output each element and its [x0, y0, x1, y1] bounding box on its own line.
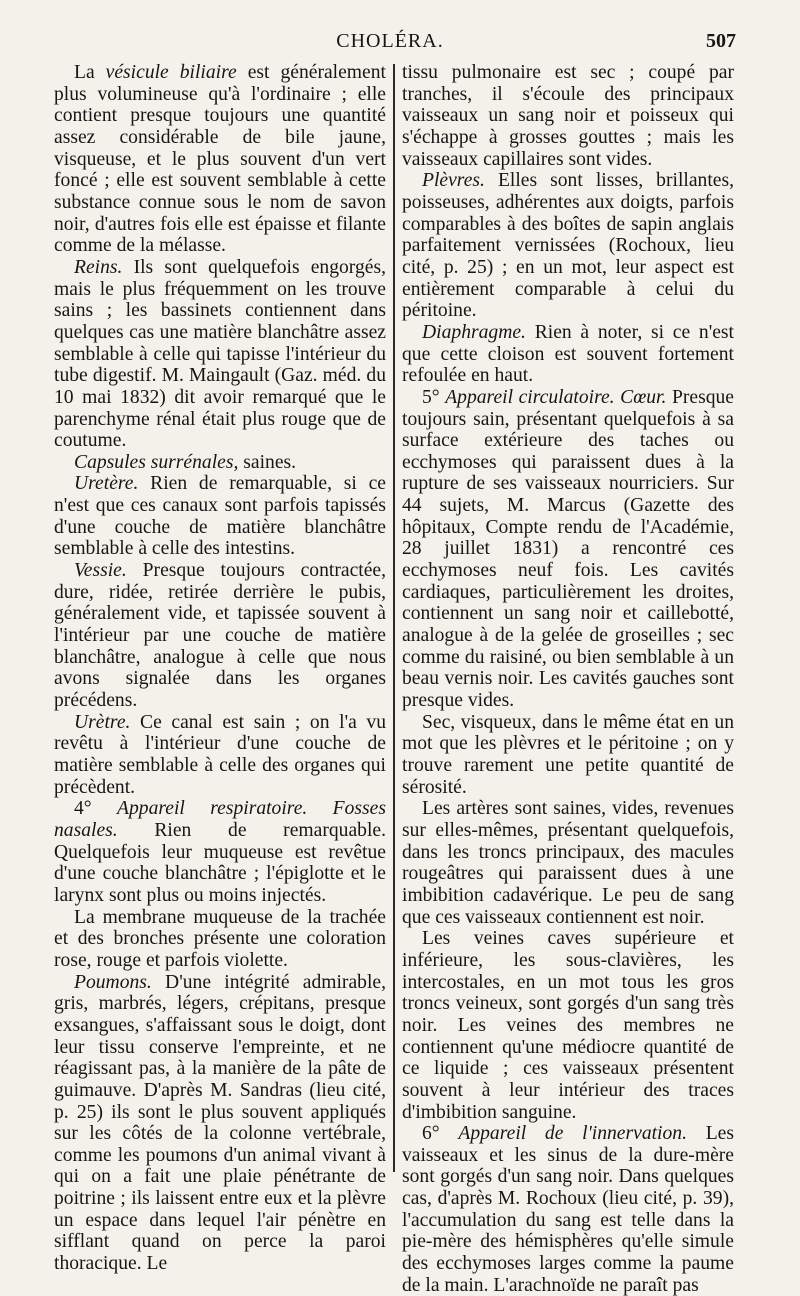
paragraph-arteres: Les artères sont saines, vides, revenues sur elles-mêmes, présentant quelquefois, dans les troncs principaux, des macules rougeâtres qui paraissent dues à une imbibition cadavérique. Le peu de sang que ces vaisseaux contiennent est noir.: [402, 798, 734, 928]
paragraph-uretere: Uretère. Rien de remarquable, si ce n'est que ces canaux sont parfois tapissés d'une couche de matière blanchâtre semblable à celle des intestins.: [54, 473, 386, 560]
right-column: [402, 62, 734, 1296]
left-column: [54, 62, 386, 1275]
paragraph-reins: Reins. Ils sont quelquefois engorgés, mais le plus fréquemment on les trouve sains ; les bassinets contiennent dans quelques cas une matière blanchâtre assez semblable à celle qui tapisse l'intérieur du tube digestif. M. Maingault (Gaz. méd. du 10 mai 1832) dit avoir remarqué que le parenchyme rénal était plus rouge que de coutume.: [54, 256, 386, 452]
term: Plèvres.: [422, 170, 485, 192]
paragraph-appareil-innervation: 6° Appareil de l'innervation. Les vaisseaux et les sinus de la dure-mère sont gorgés d'un sang noir. Dans quelques cas, d'après M. Rochoux (lieu cité, p. 39), l'accumulation du sang est telle dans la pie-mère des hémisphères qu'elle simule des ecchymoses larges comme la paume de la main. L'arachnoïde ne paraît pas: [402, 1123, 735, 1296]
term: Appareil de l'innervation.: [458, 1123, 687, 1145]
paragraph-diaphragme: Diaphragme. Rien à noter, si ce n'est que cette cloison est souvent fortement refoulée en haut.: [402, 321, 734, 387]
term: Uretère.: [74, 473, 139, 495]
term: Appareil circulatoire. Cœur.: [445, 386, 667, 408]
paragraph-veines: Les veines caves supérieure et inférieure, les sous-clavières, les intercostales, en un mot tous les gros troncs veineux, sont gorgés d'un sang très noir. Les veines des membres ne contiennent qu'une médiocre quantité de ce liquide ; ces vaisseaux présentent souvent à leur intérieur des traces d'imbibition sanguine.: [402, 928, 734, 1123]
running-title: CHOLÉRA.: [336, 30, 444, 52]
paragraph-trachee: La membrane muqueuse de la trachée et des bronches présente une coloration rose, rouge et parfois violette.: [54, 906, 386, 971]
term: Reins.: [74, 256, 123, 278]
paragraph-uretre: Urètre. Ce canal est sain ; on l'a vu revêtu à l'intérieur d'une couche de matière semblable à celle des organes qui précèdent.: [54, 711, 386, 798]
paragraph-plevres: Plèvres. Elles sont lisses, brillantes, poisseuses, adhérentes aux doigts, parfois comparables à des boîtes de sapin anglais parfaitement vernissées (Rochoux, lieu cité, p. 25) ; en un mot, leur aspect est entièrement comparable à celui du péritoine.: [402, 170, 734, 322]
paragraph-vessie: Vessie. Presque toujours contractée, dure, ridée, retirée derrière le pubis, généralement vide, et tapissée souvent à l'intérieur par une couche de matière blanchâtre, analogue à celle que nous avons signalée dans les organes précédens.: [54, 560, 386, 712]
paragraph-poumons: Poumons. D'une intégrité admirable, gris, marbrés, légers, crépitans, presque exsangues, s'affaissant sous le doigt, dont leur tissu conserve l'empreinte, et ne réagissant pas, à la manière de la pâte de guimauve. D'après M. Sandras (lieu cité, p. 25) ils sont le plus souvent appliqués sur les côtés de la colonne vertébrale, comme les poumons d'un animal vivant à qui on a fait une plaie pénétrante de poitrine ; ils laissent entre eux et la plèvre un espace dans lequel l'air pénètre en sifflant quand on perce la paroi thoracique. Le: [54, 971, 386, 1275]
term: Vessie.: [74, 560, 127, 582]
term: Urètre.: [74, 711, 131, 733]
page-number: 507: [706, 30, 736, 52]
paragraph-appareil-respiratoire: 4° Appareil respiratoire. Fosses nasales. Rien de remarquable. Quelquefois leur muqueuse est revêtue d'une couche blanchâtre ; l'épiglotte et le larynx sont plus ou moins injectés.: [54, 798, 386, 906]
term: vésicule biliaire: [105, 62, 237, 83]
paragraph-vesicule-biliaire: La vésicule biliaire est généralement plus volumineuse qu'à l'ordinaire ; elle contient presque toujours une quantité assez considérable de bile jaune, visqueuse, et le plus souvent d'un vert foncé ; elle est souvent semblable à cette substance connue sous le nom de savon noir, d'autres fois elle est épaisse et filante comme de la mélasse.: [54, 62, 386, 257]
paragraph-continuation: tissu pulmonaire est sec ; coupé par tranches, il s'écoule des principaux vaisseaux un sang noir et poisseux qui s'échappe à grosses gouttes ; mais les vaisseaux capillaires sont vides.: [402, 62, 734, 170]
term: Poumons.: [74, 971, 152, 993]
paragraph-pericarde: Sec, visqueux, dans le même état en un mot que les plèvres et le péritoine ; on y trouve rarement une petite quantité de sérosité.: [402, 711, 734, 798]
term: Capsules surrénales,: [74, 451, 239, 473]
page-header: [40, 30, 740, 60]
column-divider: [393, 64, 395, 1172]
paragraph-appareil-circulatoire: 5° Appareil circulatoire. Cœur. Presque toujours sain, présentant quelquefois à sa surface extérieure des taches ou ecchymoses qui paraissent dues à la rupture de ses vaisseaux nourriciers. Sur 44 sujets, M. Marcus (Gazette des hôpitaux, Compte rendu de l'Académie, 28 juillet 1831) a rencontré ces ecchymoses neuf fois. Les cavités cardiaques, particulièrement les droites, contiennent un sang noir et caillebotté, analogue à de la gelée de groseilles ; sec comme du raisiné, ou bien semblable à un beau vernis noir. Les cavités gauches sont presque vides.: [402, 386, 735, 712]
term: Appareil respiratoire. Fosses nasales.: [54, 798, 386, 841]
term: Diaphragme.: [422, 321, 526, 343]
paragraph-capsules-surrenales: Capsules surrénales, saines.: [74, 451, 297, 473]
